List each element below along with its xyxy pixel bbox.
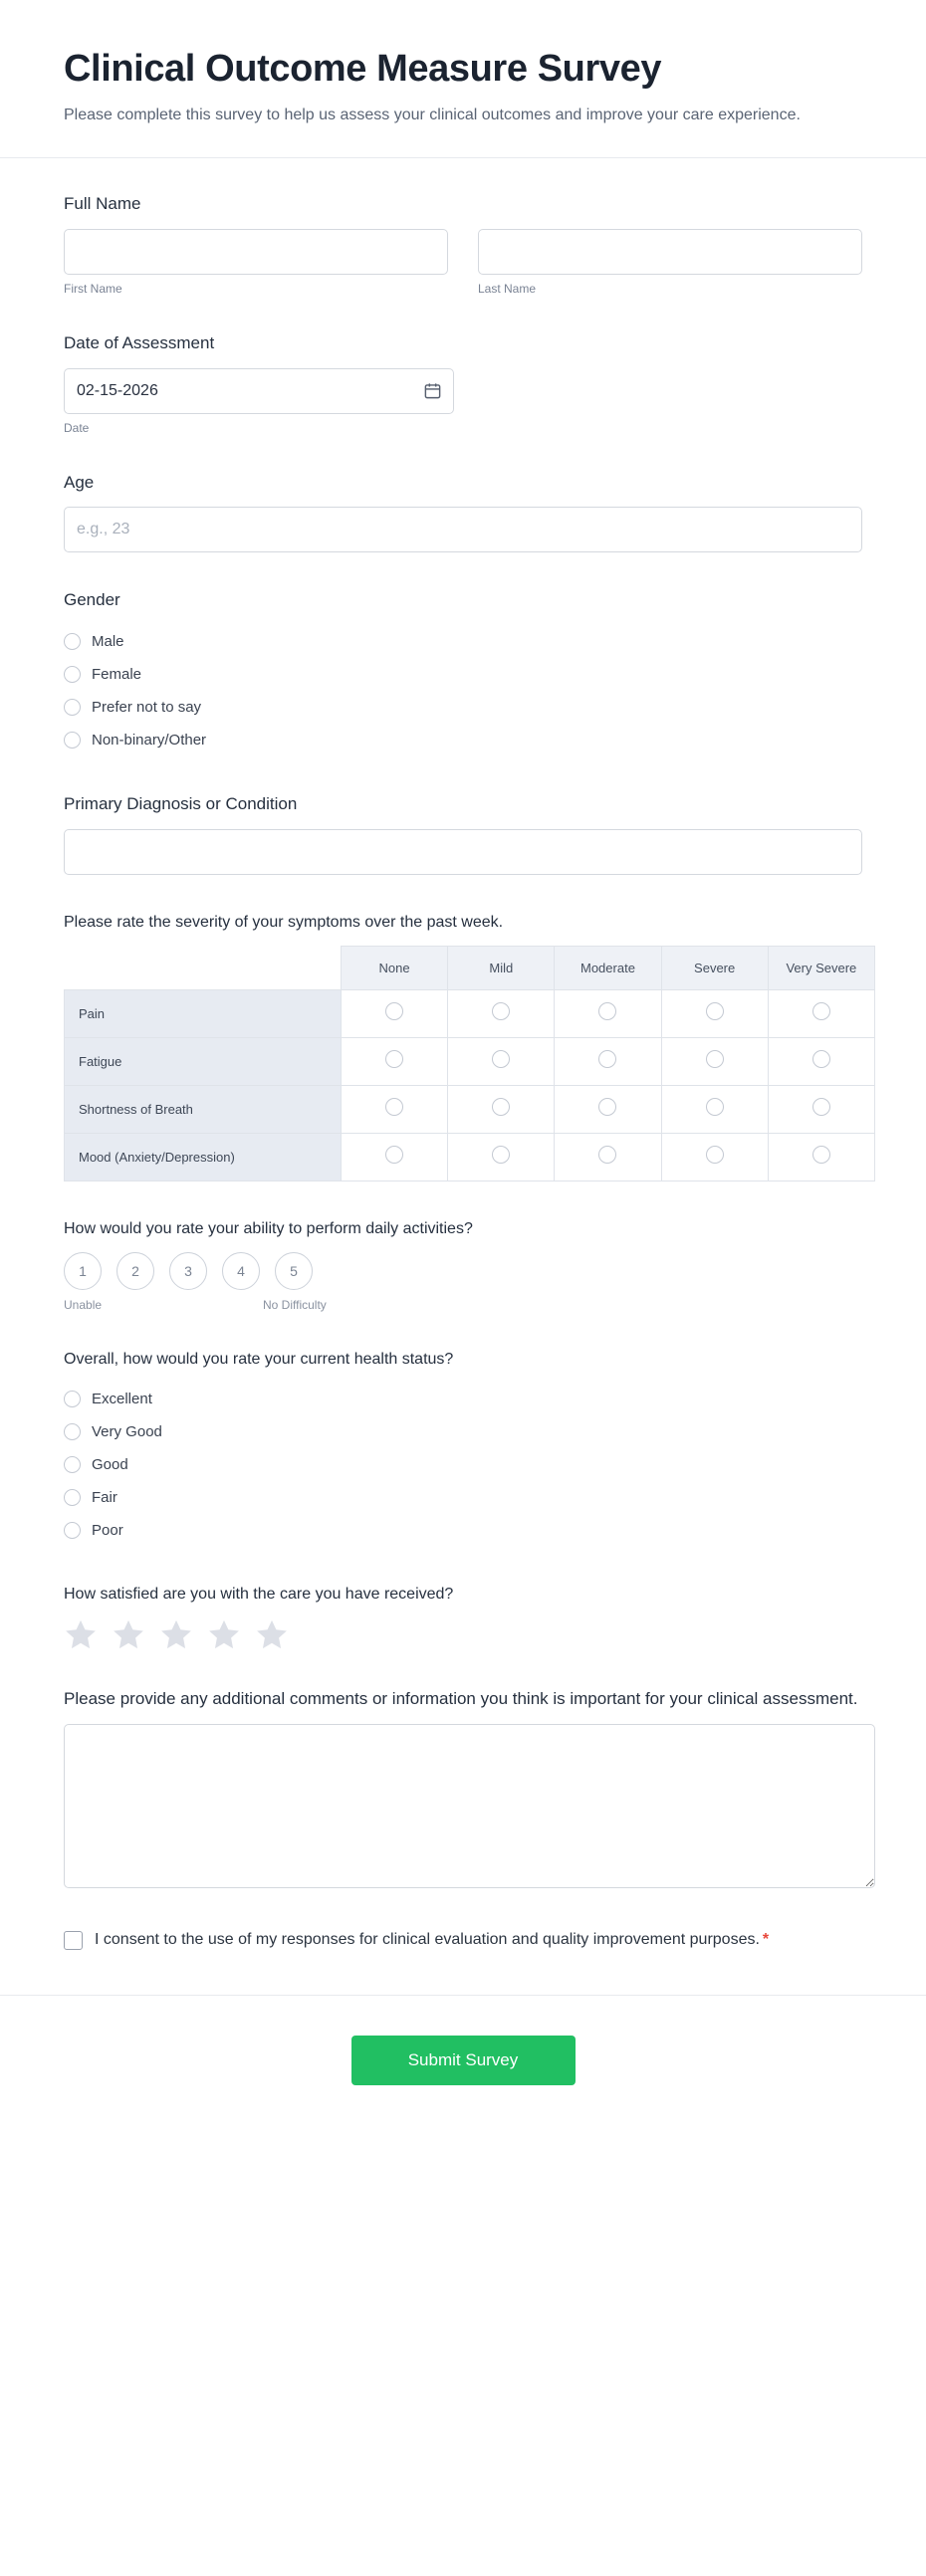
field-health-status: [64, 1348, 862, 1547]
full-name-label: Full Name: [64, 194, 141, 214]
radio-icon[interactable]: [385, 1050, 403, 1068]
health-option-excellent[interactable]: [64, 1383, 862, 1415]
field-date-of-assessment: [64, 331, 862, 435]
matrix-row-fatigue: Fatigue: [65, 1037, 342, 1085]
matrix-cell-pain-severe[interactable]: [661, 989, 768, 1037]
first-name-input[interactable]: [64, 229, 448, 275]
gender-option-non-binary[interactable]: [64, 724, 862, 756]
daily-activities-scale: [64, 1252, 862, 1290]
table-row: [65, 1133, 875, 1181]
matrix-cell-fatigue-severe[interactable]: [661, 1037, 768, 1085]
health-option-label: Good: [92, 1456, 128, 1474]
field-full-name: [64, 192, 862, 296]
radio-icon[interactable]: [385, 1146, 403, 1164]
consent-text: [95, 1928, 769, 1953]
scale-option-5[interactable]: 5: [275, 1252, 313, 1290]
radio-icon[interactable]: [812, 1050, 830, 1068]
matrix-corner: [65, 946, 342, 989]
radio-icon[interactable]: [706, 1002, 724, 1020]
matrix-cell-pain-mild[interactable]: [448, 989, 555, 1037]
scale-option-3[interactable]: 3: [169, 1252, 207, 1290]
matrix-cell-fatigue-none[interactable]: [342, 1037, 448, 1085]
matrix-cell-sob-moderate[interactable]: [555, 1085, 661, 1133]
health-option-label: Very Good: [92, 1423, 162, 1441]
field-gender: [64, 588, 862, 756]
page-subtitle: Please complete this survey to help us assess your clinical outcomes and improve your care experience.: [64, 106, 801, 123]
matrix-cell-mood-severe[interactable]: [661, 1133, 768, 1181]
satisfaction-label: How satisfied are you with the care you have received?: [64, 1586, 454, 1604]
age-label: Age: [64, 472, 95, 492]
field-daily-activities: [64, 1217, 862, 1312]
radio-icon[interactable]: [598, 1146, 616, 1164]
radio-icon[interactable]: [64, 699, 81, 716]
matrix-col-moderate: Moderate: [555, 946, 661, 989]
radio-icon[interactable]: [385, 1098, 403, 1116]
last-name-input[interactable]: [478, 229, 862, 275]
matrix-cell-pain-very-severe[interactable]: [768, 989, 874, 1037]
matrix-col-very-severe: Very Severe: [768, 946, 874, 989]
health-option-label: Excellent: [92, 1391, 152, 1408]
form-header: [0, 0, 926, 158]
gender-option-prefer-not-to-say[interactable]: [64, 691, 862, 724]
radio-icon[interactable]: [492, 1098, 510, 1116]
satisfaction-stars: [64, 1617, 862, 1651]
star-icon-2[interactable]: [112, 1617, 145, 1651]
field-symptom-matrix: [64, 911, 862, 1181]
matrix-cell-mood-mild[interactable]: [448, 1133, 555, 1181]
consent-row[interactable]: [64, 1928, 862, 1953]
matrix-cell-pain-none[interactable]: [342, 989, 448, 1037]
star-icon-3[interactable]: [159, 1617, 193, 1651]
required-marker: *: [762, 1931, 770, 1949]
radio-icon[interactable]: [492, 1146, 510, 1164]
matrix-cell-fatigue-moderate[interactable]: [555, 1037, 661, 1085]
first-name-col: [64, 229, 448, 296]
field-age: [64, 471, 862, 553]
radio-icon[interactable]: [706, 1146, 724, 1164]
radio-icon[interactable]: [598, 1002, 616, 1020]
scale-legend-high: No Difficulty: [263, 1298, 327, 1313]
matrix-cell-sob-very-severe[interactable]: [768, 1085, 874, 1133]
radio-icon[interactable]: [706, 1098, 724, 1116]
scale-legend: [64, 1298, 442, 1312]
gender-option-female[interactable]: [64, 658, 862, 691]
gender-label: Gender: [64, 590, 120, 610]
radio-icon[interactable]: [64, 1489, 81, 1506]
first-name-sublabel: First Name: [64, 282, 122, 297]
page-title: Clinical Outcome Measure Survey: [64, 48, 662, 90]
date-sublabel: Date: [64, 420, 90, 435]
matrix-cell-mood-very-severe[interactable]: [768, 1133, 874, 1181]
gender-option-label: Prefer not to say: [92, 699, 202, 717]
last-name-col: [478, 229, 862, 296]
matrix-col-none: None: [342, 946, 448, 989]
radio-icon[interactable]: [64, 1391, 81, 1407]
matrix-cell-fatigue-mild[interactable]: [448, 1037, 555, 1085]
radio-icon[interactable]: [812, 1146, 830, 1164]
health-option-good[interactable]: [64, 1448, 862, 1481]
radio-icon[interactable]: [598, 1098, 616, 1116]
field-comments: [64, 1687, 862, 1888]
gender-options: [64, 625, 862, 756]
table-row: [65, 1085, 875, 1133]
age-input[interactable]: [64, 507, 862, 552]
health-option-label: Poor: [92, 1522, 123, 1540]
health-option-fair[interactable]: [64, 1481, 862, 1514]
primary-diagnosis-label: Primary Diagnosis or Condition: [64, 794, 298, 814]
matrix-col-severe: Severe: [661, 946, 768, 989]
calendar-icon[interactable]: [423, 381, 442, 400]
radio-icon[interactable]: [492, 1002, 510, 1020]
form-body: [0, 158, 926, 1952]
scale-legend-low: Unable: [64, 1298, 103, 1313]
radio-icon[interactable]: [64, 666, 81, 683]
matrix-cell-pain-moderate[interactable]: [555, 989, 661, 1037]
field-satisfaction: [64, 1583, 862, 1651]
matrix-header-row: [65, 946, 875, 989]
gender-option-male[interactable]: [64, 625, 862, 658]
matrix-cell-fatigue-very-severe[interactable]: [768, 1037, 874, 1085]
scale-option-4[interactable]: 4: [222, 1252, 260, 1290]
radio-icon[interactable]: [64, 1423, 81, 1440]
date-input[interactable]: [64, 368, 454, 414]
radio-icon[interactable]: [706, 1050, 724, 1068]
radio-icon[interactable]: [64, 633, 81, 650]
gender-option-label: Non-binary/Other: [92, 732, 207, 750]
gender-option-label: Female: [92, 666, 142, 684]
primary-diagnosis-input[interactable]: [64, 829, 862, 875]
scale-option-1[interactable]: 1: [64, 1252, 102, 1290]
scale-option-2[interactable]: 2: [116, 1252, 154, 1290]
matrix-cell-sob-none[interactable]: [342, 1085, 448, 1133]
radio-icon[interactable]: [812, 1002, 830, 1020]
star-icon-5[interactable]: [255, 1617, 289, 1651]
full-name-inputs: [64, 229, 862, 296]
health-option-label: Fair: [92, 1489, 117, 1507]
matrix-row-shortness-of-breath: Shortness of Breath: [65, 1085, 342, 1133]
star-icon-4[interactable]: [207, 1617, 241, 1651]
health-status-label: Overall, how would you rate your current health status?: [64, 1351, 454, 1369]
comments-label: Please provide any additional comments or information you think is important for your clinical assessment.: [64, 1689, 858, 1709]
matrix-col-mild: Mild: [448, 946, 555, 989]
form-footer: [0, 1995, 926, 2133]
health-option-very-good[interactable]: [64, 1415, 862, 1448]
table-row: [65, 1037, 875, 1085]
consent-label: I consent to the use of my responses for clinical evaluation and quality improvement purposes.: [95, 1931, 760, 1949]
date-input-wrapper: [64, 368, 454, 414]
consent-checkbox[interactable]: [64, 1931, 83, 1950]
matrix-row-mood: Mood (Anxiety/Depression): [65, 1133, 342, 1181]
symptom-matrix-label: Please rate the severity of your symptoms over the past week.: [64, 913, 504, 931]
field-primary-diagnosis: [64, 792, 862, 875]
last-name-sublabel: Last Name: [478, 282, 537, 297]
comments-textarea[interactable]: [64, 1724, 875, 1888]
gender-option-label: Male: [92, 633, 124, 651]
matrix-cell-sob-severe[interactable]: [661, 1085, 768, 1133]
matrix-cell-mood-moderate[interactable]: [555, 1133, 661, 1181]
radio-icon[interactable]: [598, 1050, 616, 1068]
radio-icon[interactable]: [385, 1002, 403, 1020]
symptom-matrix-table: [64, 946, 875, 1181]
submit-button[interactable]: Submit Survey: [351, 2036, 576, 2085]
radio-icon[interactable]: [64, 1522, 81, 1539]
matrix-row-pain: Pain: [65, 989, 342, 1037]
health-status-options: [64, 1383, 862, 1547]
radio-icon[interactable]: [64, 732, 81, 749]
radio-icon[interactable]: [492, 1050, 510, 1068]
star-icon-1[interactable]: [64, 1617, 98, 1651]
matrix-cell-mood-none[interactable]: [342, 1133, 448, 1181]
radio-icon[interactable]: [64, 1456, 81, 1473]
radio-icon[interactable]: [812, 1098, 830, 1116]
matrix-cell-sob-mild[interactable]: [448, 1085, 555, 1133]
table-row: [65, 989, 875, 1037]
health-option-poor[interactable]: [64, 1514, 862, 1547]
daily-activities-label: How would you rate your ability to perform daily activities?: [64, 1219, 473, 1237]
date-label: Date of Assessment: [64, 333, 215, 353]
